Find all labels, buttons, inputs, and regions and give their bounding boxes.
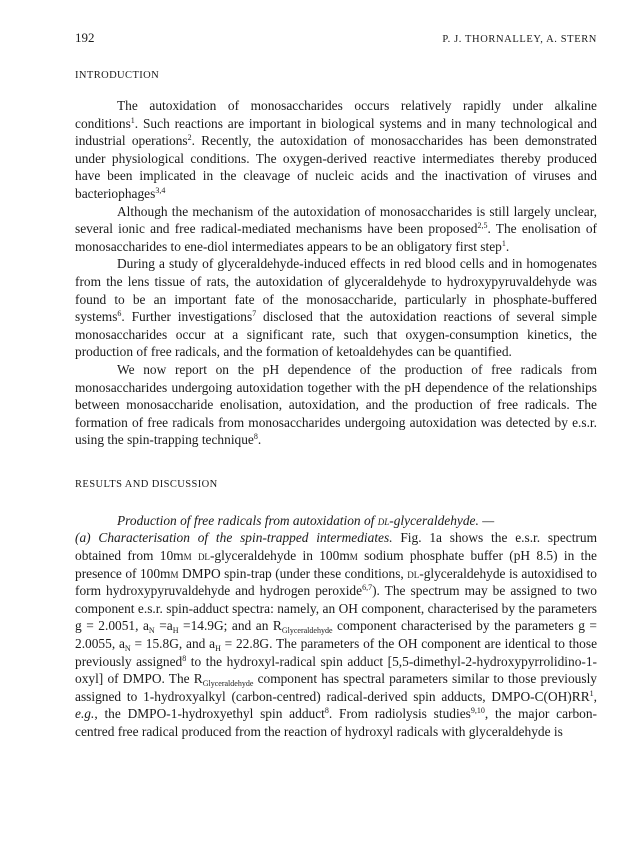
page-number: 192 xyxy=(75,30,95,45)
reference: 8 xyxy=(324,706,329,716)
intro-paragraph-1: The autoxidation of monosaccharides occurs relatively rapidly under alkaline conditions$^1$. Such reactions are important in biological systems and in many technological and industrial operations$^2$. Recently, the autoxidation of monosaccharides has been demonstrated under physiological conditions. The oxygen-derived reactive intermediates thereby produced have been implicated in the cleavage of nucleic acids and the inactivation of viruses and bacteriophages$^{3,4}$ xyxy=(75,98,597,201)
reference: 2 xyxy=(187,133,192,143)
page-header xyxy=(75,30,597,50)
reference: 3,4 xyxy=(155,185,166,195)
intro-paragraph-2: Although the mechanism of the autoxidation of monosaccharides is still largely unclear, several ionic and free radical-mediated mechanisms have been proposed$^{2,5}$. The enolisation of monosaccharides to ene-diol intermediates appears to be an obligatory first step$^1$. xyxy=(75,203,597,254)
reference: 1 xyxy=(501,238,506,248)
reference: 1 xyxy=(589,688,594,698)
reference: 6 xyxy=(117,309,122,319)
results-paragraph-1: Production of free radicals from autoxidation of dl-glyceraldehyde. — (a) Characterisation of the spin-trapped intermediates. Fig. 1a shows the e.s.r. spectrum obtained from 10mm dl-glyceraldehyde in 100mm sodium phosphate buffer (pH 8.5) in the presence of 100mm DMPO spin-trap (under these conditions, dl-glyceraldehyde is autoxidised to form hydroxypyruvaldehyde and hydrogen peroxide$^{6,7}$). The spectrum may be assigned to two component e.s.r. spin-adduct spectra: namely, an OH component, characterised by the parameters g = 2.0051, $a_N =a_H =14.9G$; and an $R_{Glyceraldehyde}$ component characterised by the parameters g = 2.0055, $a_N = 15.8G$, and $a_H = 22.8G$. The parameters of the OH component are identical to those previously assigned$^8$ to the hydroxyl-radical spin adduct [5,5-dimethyl-2-hydroxypyrrolidino-1-oxyl] of DMPO. The $R_{Glyceraldehyde}$ component has spectral parameters similar to those previously assigned to 1-hydroxyalkyl (carbon-centred) radical-derived spin adducts, DMPO-$C(OH)RR^1$, e.g., the DMPO-1-hydroxyethyl spin adduct$^8$. From radiolysis studies$^{9,10}$, the major carbon-centred free radical produced from the reaction of hydroxyl radicals with glyceraldehyde is xyxy=(75,512,598,739)
subsection-title: Production of free radicals from autoxidation of dl-glyceraldehyde. — xyxy=(117,512,495,528)
results-heading: RESULTS AND DISCUSSION xyxy=(75,478,218,490)
intro-paragraph-4: We now report on the pH dependence of the production of free radicals from monosaccharides undergoing autoxidation together with the pH dependence of the relationships between monosaccharide enolisation, autoxidation, and the production of free radicals. The formation of free radicals from monosaccharides undergoing autoxidation was detected by e.s.r. using the spin-trapping technique$^8$. xyxy=(75,361,597,448)
subsection-subtitle: (a) Characterisation of the spin-trapped intermediates. xyxy=(75,530,393,546)
reference: 6,7 xyxy=(362,583,373,593)
intro-paragraph-3: During a study of glyceraldehyde-induced effects in red blood cells and in homogenates from the lens tissue of rats, the autoxidation of glyceraldehyde to hydroxypyruvaldehyde was found to be an important fate of the monosaccharide, particularly in phosphate-buffered systems$^6$. Further investigations$^7$ disclosed that the autoxidation reactions of several simple monosaccharides occur at a significant rate, such that oxygen-consumption kinetics, the production of free radicals, and the formation of ketoaldehydes can be quantified. xyxy=(75,256,597,360)
introduction-heading: INTRODUCTION xyxy=(75,70,160,81)
reference: 1 xyxy=(130,115,135,125)
journal-page xyxy=(75,30,597,741)
reference: 7 xyxy=(252,309,257,319)
running-head: P. J. THORNALLEY, A. STERN xyxy=(442,34,597,45)
reference: 8 xyxy=(182,653,187,663)
reference: 2,5 xyxy=(477,221,488,231)
reference: 8 xyxy=(253,432,258,442)
reference: 9,10 xyxy=(470,706,485,716)
